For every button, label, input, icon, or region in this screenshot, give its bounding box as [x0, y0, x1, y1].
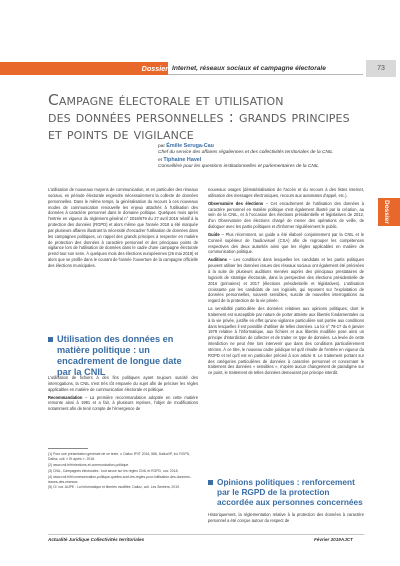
column-right [208, 187, 364, 378]
run-in-heading: Observatoire des élections [208, 200, 264, 206]
section-heading-2-text: Opinions politiques : renforcement par le RGPD de la protection accordée aux personnes concernées [217, 477, 363, 507]
body-paragraph [208, 232, 364, 255]
footnote: (5) Cf. not. AIJPE : Loi informatique et libertés modifiée, Dalloz, coll. Les Sentiers, 2019. [48, 485, 180, 490]
author-name-2: Tiphaine Havel [163, 156, 202, 163]
header-section-label: Dossier [141, 64, 168, 73]
square-bullet-icon [48, 337, 53, 342]
run-in-heading: Recommandation [48, 394, 83, 400]
body-paragraph: Historiquement, la réglementation relative à la protection des données à caractère personnel a été conçue autour du respect de [208, 512, 364, 523]
run-in-heading: Guide [208, 231, 220, 237]
footnote-rule [48, 448, 88, 449]
author-prefix-2: et [158, 157, 163, 163]
column-right-bottom [208, 512, 364, 526]
paragraph-text: – Les conditions dans lesquelles les candidats et les partis politiques peuvent utiliser les données issues des réseaux sociaux ont également été précisées à la suite de plusieurs auditions menées auprès des principaux prestataires de logiciels de stratégie électorale, dans la perspective des élections présidentielle de 2016 (primaires) et 2017 (élections présidentielle et législatives). L'utilisation croissante par les candidats de ces logiciels, qui reposent sur l'exploitation de données personnelles, souvent sensibles, suscite de nouvelles interrogations au regard de la protection de la vie privée. [208, 257, 364, 304]
footer-code: AJCT [341, 537, 353, 542]
section-heading-1-text: Utilisation des données en matière politique : un encadrement de longue date par la CNIL [57, 334, 182, 377]
title-line-3: et points de vigilance [48, 125, 194, 143]
footer-rule [48, 534, 364, 535]
side-section-label: Dossier [383, 200, 390, 224]
run-in-heading: Auditions [208, 257, 227, 263]
author-affiliation-1: Chef du service des affaires régaliennes et des collectivités territoriales de la CNIL [158, 150, 333, 156]
body-paragraph [208, 257, 364, 304]
page-number: 73 [366, 60, 396, 77]
title-line-2: des données personnelles : grands principes [48, 108, 350, 126]
section-heading-2 [208, 477, 364, 507]
section-heading-1 [48, 334, 198, 378]
footnote: (2) www.cnil.fr/fr/elections-et-communication-politique. [48, 462, 130, 467]
footer-publication: Actualité Juridique Collectivités territoriales [48, 537, 145, 542]
author-prefix-1: par [158, 144, 165, 149]
square-bullet-icon [208, 480, 213, 485]
paragraph-text: – La première recommandation adoptée en cette matière remonte ainsi à 1991 et a fait, à plusieurs reprises, l'objet de modifications notamment afin de tenir compte de l'émergence de [48, 394, 198, 412]
side-section-tab [378, 198, 400, 226]
intro-paragraph: L'utilisation de nouveaux moyens de communication, et en particulier des réseaux sociaux, en période électorale engendre nécessairement la collecte de données personnelles. Dans le même temps, la généralisation du recours à ces nouveaux modes de communication renouvelle les enjeux attachés à l'utilisation des données à caractère personnel dans le domaine politique. Quelques mois après l'entrée en vigueur du règlement général n° 2016/679 du 27 avril 2016 relatif à la protection des données (RGPD) et alors même que l'année 2018 a été marquée par plusieurs affaires illustrant la nécessité d'encadrer l'utilisation de données dans les campagnes politiques, un rappel des grands principes à respecter en matière de protection des données à caractère personnel et des principaux points de vigilance lors de l'utilisation de données dans le cadre d'une campagne électorale prend tout son sens. À quelques mois des élections européennes (26 mai 2019) et alors que se profile dans le courant de l'année l'ouverture de la campagne officielle des élections municipales. [48, 187, 198, 268]
body-paragraph: La sensibilité particulière des données relatives aux opinions politiques, dont le traitement est susceptible par nature de porter atteinte aux libertés fondamentales ou à la vie privée, justifie en effet qu'une vigilance particulière soit portée aux conditions dans lesquelles il est possible d'utiliser de telles données. La loi n° 78-17 du 6 janvier 1978 relative à l'informatique, aux fichiers et aux libertés modifiée pose ainsi un principe d'interdiction de collecter et de traiter ce type de données. La levée de cette interdiction ne peut être lors intervenir que dans des conditions particulièrement strictes. À ce titre, le nouveau cadre juridique tel qu'il résulte de l'entrée en vigueur du RGPD et tel qu'il est en particulier précisé à son article 9. Le traitement portant sur des catégories particulières de données à caractère personnel et concernant le traitement des données « sensibles », n'opère aucun changement de paradigme sur ce point, le traitement de telles données demeurant par principe interdit. [208, 306, 364, 376]
footnote: (4) www.cnil.fr/fr/communication-politique-quelles-sont-les-regles-pour-lutilisation-des-donnees-issues-des-reseaux. [48, 474, 191, 484]
footnotes [48, 452, 198, 491]
paragraph-text: – Plus récemment, un guide a été élaboré conjointement par la CNIL et le Conseil supérieur de l'audiovisuel (CSA) afin de regrouper les compétences respectives des deux autorités ainsi que les règles applicables en matière de communication politique. [208, 231, 364, 255]
header-rule [168, 74, 363, 75]
body-paragraph [208, 201, 364, 230]
body-paragraph [48, 395, 198, 413]
author-affiliation-2: Conseillère pour les questions institutionnelles et parlementaires de la CNIL [158, 163, 319, 169]
paragraph-text: – Cet encadrement de l'utilisation des données à caractère personnel en matière politique s'est également illustré par la création, au sein de la CNIL, et à l'occasion des élections présidentielle et législatives de 2012, d'un Observatoire des élections chargé de mener des opérations de veille, de dialoguer avec les partis politiques et d'informer régulièrement le public. [208, 200, 364, 230]
footer-date: Février 2019 [314, 537, 341, 542]
footnote: (3) CNIL, Campagnes électorales : tout savoir sur les règles CNIL et RGPD, nov. 2018. [48, 468, 179, 473]
title-line-1: Campagne électorale et utilisation [48, 91, 284, 109]
column-left-body [48, 375, 198, 414]
body-paragraph: nouveaux usages (dématérialisation de l'accès et du recours à des listes internet, utilisation des messages électroniques, recours aux automates d'appel, etc.). [208, 187, 364, 198]
header-rubric: Internet, réseaux sociaux et campagne électorale [172, 65, 326, 72]
footnote: (1) Pour une présentation générale de ce texte, v. Dalloz IP/IT 2016, 586, Dalloz/IP, éd. RGPD, Dalloz, coll. « Et après », 2018. [48, 452, 191, 461]
body-paragraph: L'utilisation de fichiers à des fins politiques ayant toujours suscité des interrogations, la CNIL s'est très tôt emparée du sujet afin de préciser les règles applicables en matière de communication électorale et politique. [48, 375, 198, 392]
author-block [158, 143, 378, 170]
author-name-1: Émilie Seruga-Cau [166, 143, 214, 149]
article-title [48, 92, 378, 143]
column-left-intro [48, 187, 198, 271]
